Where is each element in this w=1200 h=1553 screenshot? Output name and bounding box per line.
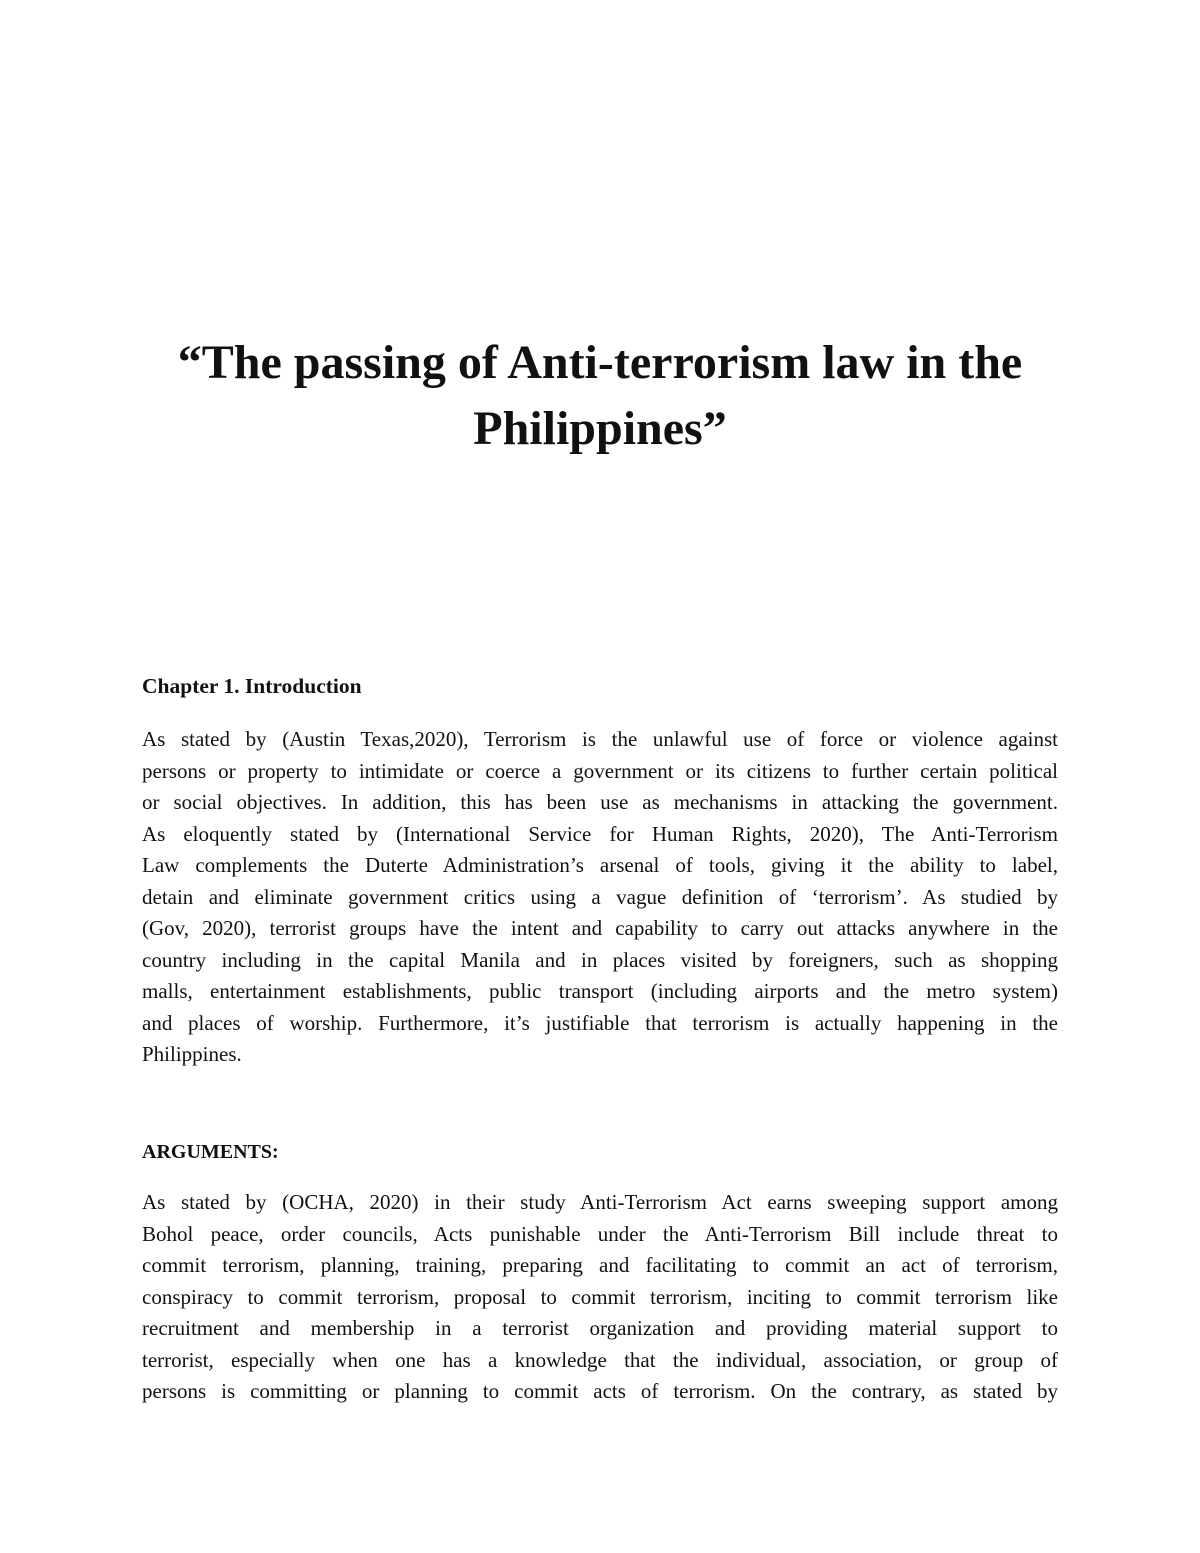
paragraph-line: As stated by (Austin Texas,2020), Terrorism is the unlawful use of force or violence against xyxy=(142,727,1058,751)
arguments-heading: ARGUMENTS: xyxy=(142,1141,279,1163)
chapter-heading: Chapter 1. Introduction xyxy=(142,674,362,698)
paragraph-line: As stated by (OCHA, 2020) in their study Anti-Terrorism Act earns sweeping support among xyxy=(142,1190,1058,1214)
paragraph-line: persons or property to intimidate or coerce a government or its citizens to further certain political xyxy=(142,758,1058,783)
arguments-paragraph xyxy=(142,1187,1058,1408)
paragraph-line: Philippines. xyxy=(142,1042,242,1066)
document-title-line: Philippines” xyxy=(473,402,727,455)
paragraph-line: or social objectives. In addition, this has been use as mechanisms in attacking the government. xyxy=(142,790,1058,814)
paragraph-line: malls, entertainment establishments, public transport (including airports and the metro system) xyxy=(142,979,1058,1003)
paragraph-line: As eloquently stated by (International Service for Human Rights, 2020), The Anti-Terrorism xyxy=(142,821,1058,846)
paragraph-line: terrorist, especially when one has a knowledge that the individual, association, or group of xyxy=(142,1347,1058,1372)
paragraph-line: persons is committing or planning to commit acts of terrorism. On the contrary, as stated by xyxy=(142,1379,1058,1403)
document-title xyxy=(120,330,1080,462)
paragraph-line: Bohol peace, order councils, Acts punishable under the Anti-Terrorism Bill include threat to xyxy=(142,1221,1058,1246)
paragraph-line: recruitment and membership in a terrorist organization and providing material support to xyxy=(142,1316,1058,1340)
paragraph-line: country including in the capital Manila and in places visited by foreigners, such as shopping xyxy=(142,947,1058,972)
intro-paragraph xyxy=(142,724,1058,1071)
paragraph-line: and places of worship. Furthermore, it’s justifiable that terrorism is actually happening in the xyxy=(142,1010,1058,1035)
paragraph-line: commit terrorism, planning, training, preparing and facilitating to commit an act of terrorism, xyxy=(142,1253,1058,1277)
paragraph-line: Law complements the Duterte Administration’s arsenal of tools, giving it the ability to label, xyxy=(142,853,1058,877)
document-title-line: “The passing of Anti-terrorism law in the xyxy=(177,336,1023,389)
paragraph-line: conspiracy to commit terrorism, proposal to commit terrorism, inciting to commit terrorism like xyxy=(142,1284,1058,1309)
paragraph-line: detain and eliminate government critics using a vague definition of ‘terrorism’. As studied by xyxy=(142,884,1058,909)
paragraph-line: (Gov, 2020), terrorist groups have the intent and capability to carry out attacks anywhere in the xyxy=(142,916,1058,940)
